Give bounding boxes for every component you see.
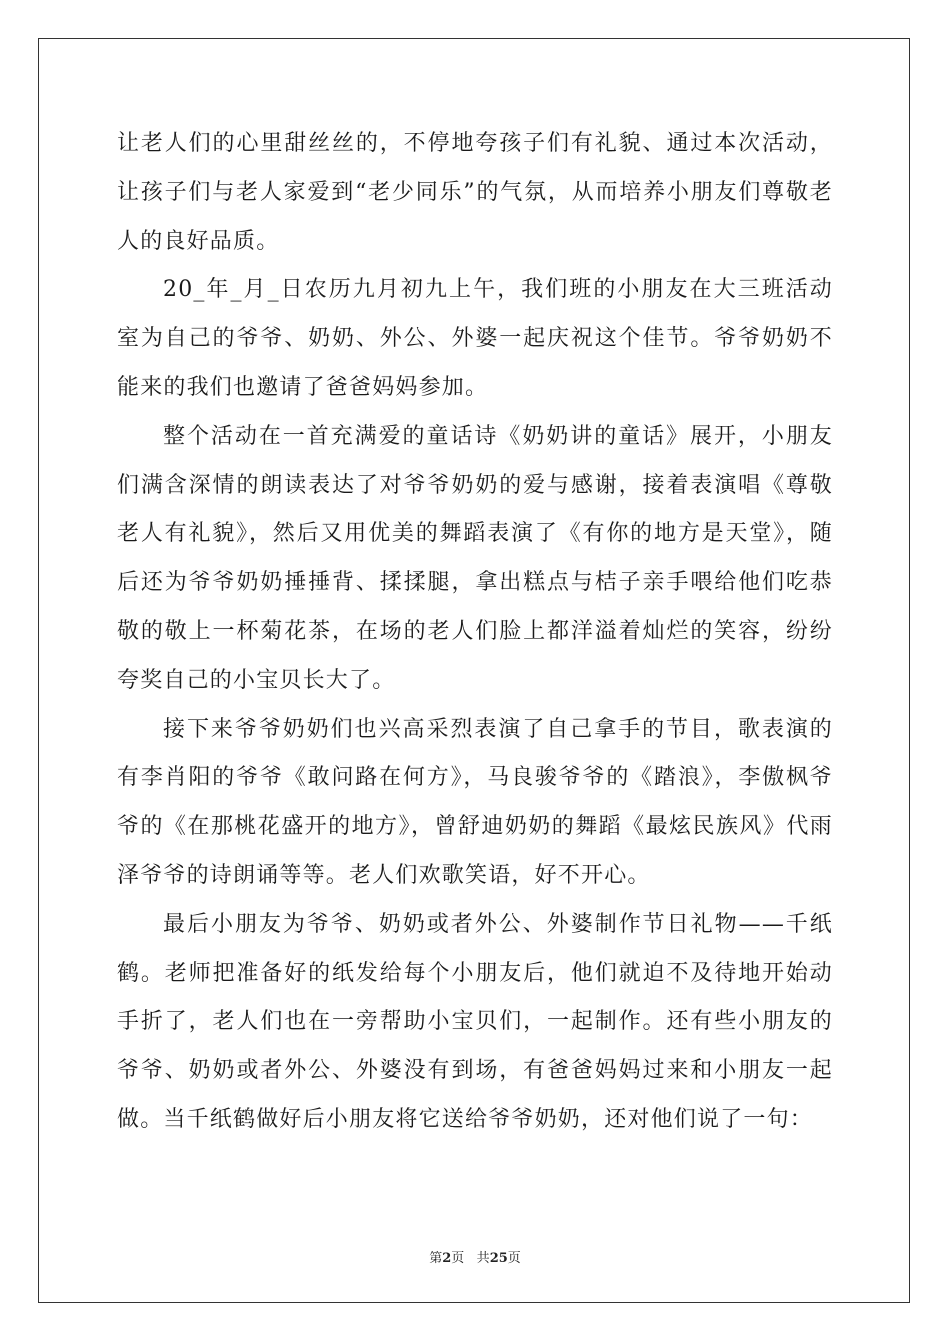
total-unit: 页	[507, 1251, 521, 1266]
document-body	[117, 120, 833, 1145]
paragraph-3: 整个活动在一首充满爱的童话诗《奶奶讲的童话》展开，小朋友们满含深情的朗读表达了对爷爷奶奶的爱与感谢，接着表演唱《尊敬老人有礼貌》，然后又用优美的舞蹈表演了《有你的地方是天堂》，随后还为爷爷奶奶捶捶背、揉揉腿，拿出糕点与桔子亲手喂给他们吃恭敬的敬上一杯菊花茶，在场的老人们脸上都洋溢着灿烂的笑容，纷纷夸奖自己的小宝贝长大了。	[117, 423, 833, 693]
page-prefix: 第	[429, 1251, 443, 1266]
page-footer	[0, 1247, 950, 1266]
total-pages: 25	[489, 1251, 508, 1266]
page-unit: 页	[451, 1251, 465, 1266]
paragraph-4: 接下来爷爷奶奶们也兴高采烈表演了自己拿手的节目，歌表演的有李肖阳的爷爷《敢问路在何方》，马良骏爷爷的《踏浪》，李傲枫爷爷的《在那桃花盛开的地方》，曾舒迪奶奶的舞蹈《最炫民族风》代雨泽爷爷的诗朗诵等等。老人们欢歌笑语，好不开心。	[117, 716, 833, 888]
total-prefix: 共	[476, 1251, 490, 1266]
page-number: 2	[442, 1251, 452, 1266]
paragraph-2: 20_年_月_日农历九月初九上午，我们班的小朋友在大三班活动室为自己的爷爷、奶奶、外公、外婆一起庆祝这个佳节。爷爷奶奶不能来的我们也邀请了爸爸妈妈参加。	[117, 277, 833, 400]
paragraph-5: 最后小朋友为爷爷、奶奶或者外公、外婆制作节日礼物——千纸鹤。老师把准备好的纸发给每个小朋友后，他们就迫不及待地开始动手折了，老人们也在一旁帮助小宝贝们，一起制作。还有些小朋友的爷爷、奶奶或者外公、外婆没有到场，有爸爸妈妈过来和小朋友一起做。当千纸鹤做好后小朋友将它送给爷爷奶奶，还对他们说了一句：	[117, 911, 833, 1132]
paragraph-1: 让老人们的心里甜丝丝的，不停地夸孩子们有礼貌、通过本次活动，让孩子们与老人家爱到“老少同乐”的气氛，从而培养小朋友们尊敬老人的良好品质。	[117, 131, 833, 254]
